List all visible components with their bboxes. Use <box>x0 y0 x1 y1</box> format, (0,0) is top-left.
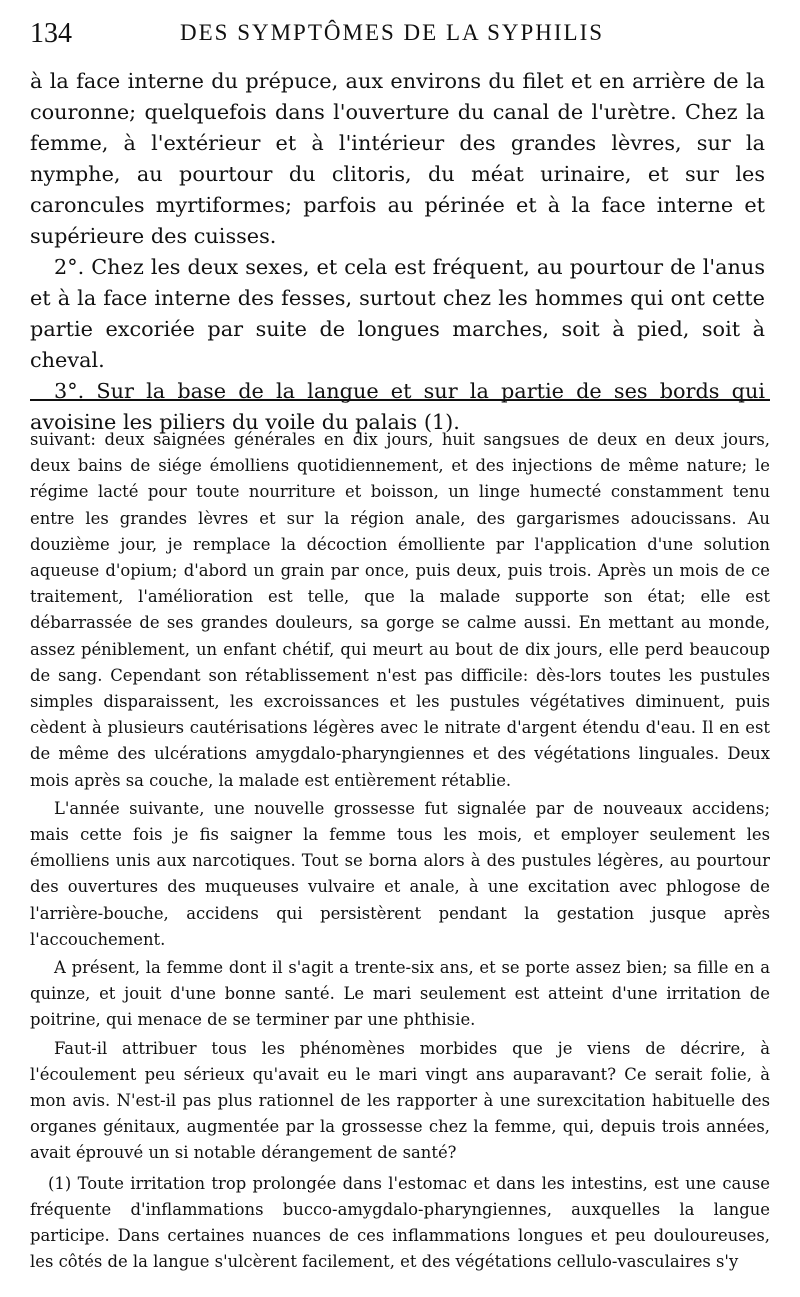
main-text <box>30 66 765 438</box>
page-header <box>30 18 775 58</box>
footnote: (1) Toute irritation trop prolongée dans l'estomac et dans les intestins, est une cause fréquente d'inflammations bucco-amygdalo-pharyngiennes, auxquelles la langue participe. Dans certaines nuances de ces inflammations longues et peu douloureuses, les côtés de la langue s'ulcèrent facilement, et des végétations cellulo-vasculaires s'y <box>30 1173 770 1272</box>
paragraph: L'année suivante, une nouvelle grossesse fut signalée par de nouveaux accidens; mais cette fois je fis saigner la femme tous les mois, et employer seulement les émolliens unis aux narcotiques. Tout se borna alors à des pustules légères, au pourtour des ouvertures des muqueuses vulvaire et anale, à une excitation avec phlogose de l'arrière-bouche, accidens qui persistèrent pendant la gestation jusque après l'accouchement. <box>30 798 770 949</box>
running-title: DES SYMPTÔMES DE LA SYPHILIS <box>180 20 605 45</box>
continued-note-text <box>30 427 770 1276</box>
paragraph: à la face interne du prépuce, aux environs du filet et en arrière de la couronne; quelquefois dans l'ouverture du canal de l'urètre. Chez la femme, à l'extérieur et à l'intérieur des grandes lèvres, sur la nymphe, au pourtour du clitoris, du méat urinaire, et sur les caroncules myrtiformes; parfois au périnée et à la face interne et supérieure des cuisses. <box>30 69 765 248</box>
paragraph: Faut-il attribuer tous les phénomènes morbides que je viens de décrire, à l'écoulement peu sérieux qu'avait eu le mari vingt ans auparavant? Ce serait folie, à mon avis. N'est-il pas plus rationnel de les rapporter à une surexcitation habituelle des organes génitaux, augmentée par la grossesse chez la femme, qui, depuis trois années, avait éprouvé un si notable dérangement de santé? <box>30 1038 770 1163</box>
paragraph: suivant: deux saignées générales en dix jours, huit sangsues de deux en deux jours, deux bains de siége émolliens quotidiennement, et des injections de même nature; le régime lacté pour toute nourriture et boisson, un linge humecté constamment tenu entre les grandes lèvres et sur la région anale, des gargarismes adoucissans. Au douzième jour, je remplace la décoction émolliente par l'application d'une solution aqueuse d'opium; d'abord un grain par once, puis deux, puis trois. Après un mois de ce traitement, l'amélioration est telle, que la malade supporte son état; elle est débarrassée de ses grandes douleurs, sa gorge se calme aussi. En mettant au monde, assez péniblement, un enfant chétif, qui meurt au bout de dix jours, elle perd beaucoup de sang. Cependant son rétablissement n'est pas difficile: dès-lors toutes les pustules simples disparaissent, les excroissances et les pustules végétatives diminuent, puis cèdent à plusieurs cautérisations légères avec le nitrate d'argent étendu d'eau. Il en est de même des ulcérations amygdalo-pharyngiennes et des végétations linguales. Deux mois après sa couche, la malade est entièrement rétablie. <box>30 430 770 790</box>
section-divider <box>30 399 770 401</box>
paragraph: A présent, la femme dont il s'agit a trente-six ans, et se porte assez bien; sa fille en a quinze, et jouit d'une bonne santé. Le mari seulement est atteint d'une irritation de poitrine, qui menace de se terminer par une phthisie. <box>30 958 770 1030</box>
page-number: 134 <box>30 18 72 49</box>
paragraph: 2°. Chez les deux sexes, et cela est fréquent, au pourtour de l'anus et à la face interne des fesses, surtout chez les hommes qui ont cette partie excoriée par suite de longues marches, soit à pied, soit à cheval. <box>30 255 765 372</box>
paragraph: 3°. Sur la base de la langue et sur la partie de ses bords qui avoisine les piliers du voile du palais (1). <box>30 379 765 434</box>
